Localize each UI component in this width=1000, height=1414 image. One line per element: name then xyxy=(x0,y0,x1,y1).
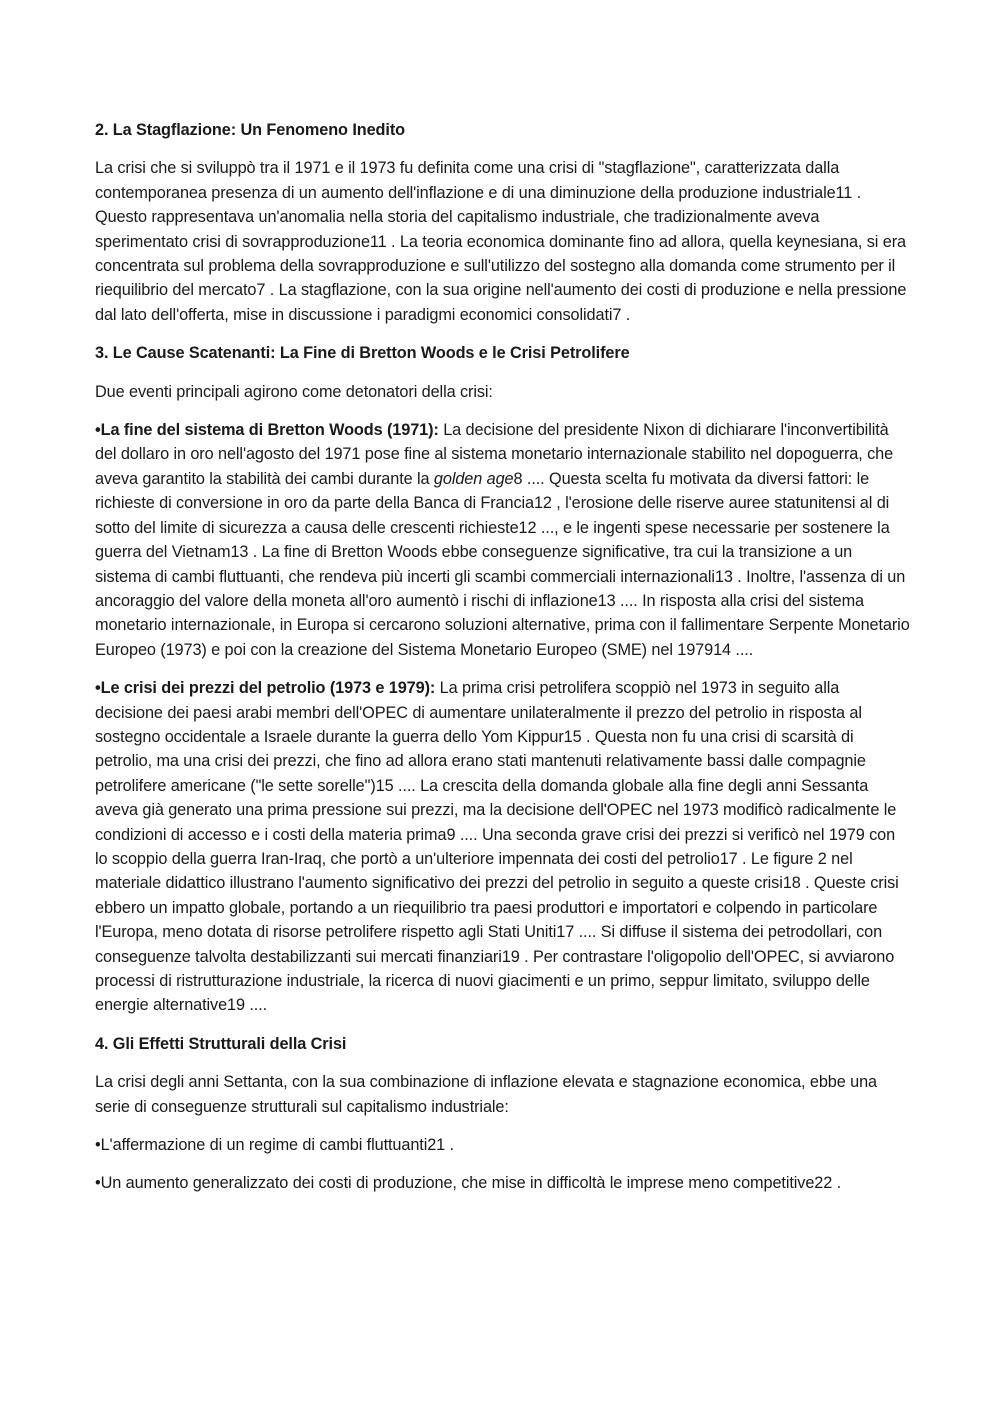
section-4-heading: 4. Gli Effetti Strutturali della Crisi xyxy=(95,1034,347,1053)
section-4-intro: La crisi degli anni Settanta, con la sua combinazione di inflazione elevata e stagnazione economica, ebbe una serie di conseguenze strutturali sul capitalismo industriale: xyxy=(95,1073,877,1116)
section-3-intro: Due eventi principali agirono come detonatori della crisi: xyxy=(95,382,493,401)
section-2-paragraph: La crisi che si sviluppò tra il 1971 e il 1973 fu definita come una crisi di "stagflazione", caratterizzata dalla contemporanea presenza di un aumento dell'inflazione e di una diminuzione della produzione industriale11 . Questo rappresentava un'anomalia nella storia del capitalismo industriale, che tradizionalmente aveva sperimentato crisi di sovrapproduzione11 . La teoria economica dominante fino ad allora, quella keynesiana, si era concentrata sul problema della sovrapproduzione e sull'utilizzo del sostegno alla domanda come strumento per il riequilibrio del mercato7 . La stagflazione, con la sua origine nell'aumento dei costi di produzione e nella pressione dal lato dell'offerta, mise in discussione i paradigmi economici consolidati7 . xyxy=(95,159,907,324)
section-4-item-2: •Un aumento generalizzato dei costi di produzione, che mise in difficoltà le imprese meno competitive22 . xyxy=(95,1174,842,1193)
bullet-bretton-woods-italic: golden age xyxy=(433,469,514,488)
bullet-bretton-woods xyxy=(95,418,910,662)
bullet-oil-crises-title: •Le crisi dei prezzi del petrolio (1973 e 1979): xyxy=(95,679,436,698)
section-4-item-1: •L'affermazione di un regime di cambi fluttuanti21 . xyxy=(95,1136,454,1155)
bullet-oil-crises-text: La prima crisi petrolifera scoppiò nel 1973 in seguito alla decisione dei paesi arabi membri dell'OPEC di aumentare unilateralmente il prezzo del petrolio in risposta al sostegno occidentale a Israele durante la guerra dello Yom Kippur15 . Questa non fu una crisi di scarsità di petrolio, ma una crisi dei prezzi, che fino ad allora erano stati mantenuti relativamente bassi dalle compagnie petrolifere americane ("le sette sorelle")15 .... La crescita della domanda globale alla fine degli anni Sessanta aveva già generato una prima pressione sui prezzi, ma la decisione dell'OPEC nel 1973 modificò radicalmente le condizioni di accesso e i costi della materia prima9 .... Una seconda grave crisi dei prezzi si verificò nel 1979 con lo scoppio della guerra Iran-Iraq, che portò a un'ulteriore impennata dei costi del petrolio17 . Le figure 2 nel materiale didattico illustrano l'aumento significativo dei prezzi del petrolio in seguito a queste crisi18 . Queste crisi ebbero un impatto globale, portando a un riequilibrio tra paesi produttori e importatori e colpendo in particolare l'Europa, meno dotata di risorse petrolifere rispetto agli Stati Uniti17 .... Si diffuse il sistema dei petrodollari, con conseguenze talvolta destabilizzanti sui mercati finanziari19 . Per contrastare l'oligopolio dell'OPEC, si avviarono processi di ristrutturazione industriale, la ricerca di nuovi giacimenti e un primo, seppur limitato, sviluppo delle energie alternative19 .... xyxy=(95,679,899,1015)
bullet-bretton-woods-title: •La fine del sistema di Bretton Woods (1971): xyxy=(95,421,439,440)
bullet-bretton-woods-text: La decisione del presidente Nixon di dichiarare l'inconvertibilità del dollaro in oro nell'agosto del 1971 pose fine al sistema monetario internazionale stabilito nel dopoguerra, che aveva garantito la stabilità dei cambi durante la xyxy=(95,421,894,488)
section-3-heading: 3. Le Cause Scatenanti: La Fine di Bretton Woods e le Crisi Petrolifere xyxy=(95,344,630,363)
section-2-heading: 2. La Stagflazione: Un Fenomeno Inedito xyxy=(95,121,405,139)
bullet-bretton-woods-text-cont: 8 .... Questa scelta fu motivata da diversi fattori: le richieste di conversione in oro da parte della Banca di Francia12 , l'erosione delle riserve auree statunitensi al di sotto del limite di sicurezza a causa delle crescenti richieste12 ..., e le ingenti spese necessarie per sostenere la guerra del Vietnam13 . La fine di Bretton Woods ebbe conseguenze significative, tra cui la transizione a un sistema di cambi fluttuanti, che rendeva più incerti gli scambi commerciali internazionali13 . Inoltre, l'assenza di un ancoraggio del valore della moneta all'oro aumentò i rischi di inflazione13 .... In risposta alla crisi del sistema monetario internazionale, in Europa si cercarono soluzioni alternative, prima con il fallimentare Serpente Monetario Europeo (1973) e poi con la creazione del Sistema Monetario Europeo (SME) nel 197914 .... xyxy=(95,469,910,659)
bullet-oil-crises xyxy=(95,676,910,1018)
document-page xyxy=(95,118,910,1210)
